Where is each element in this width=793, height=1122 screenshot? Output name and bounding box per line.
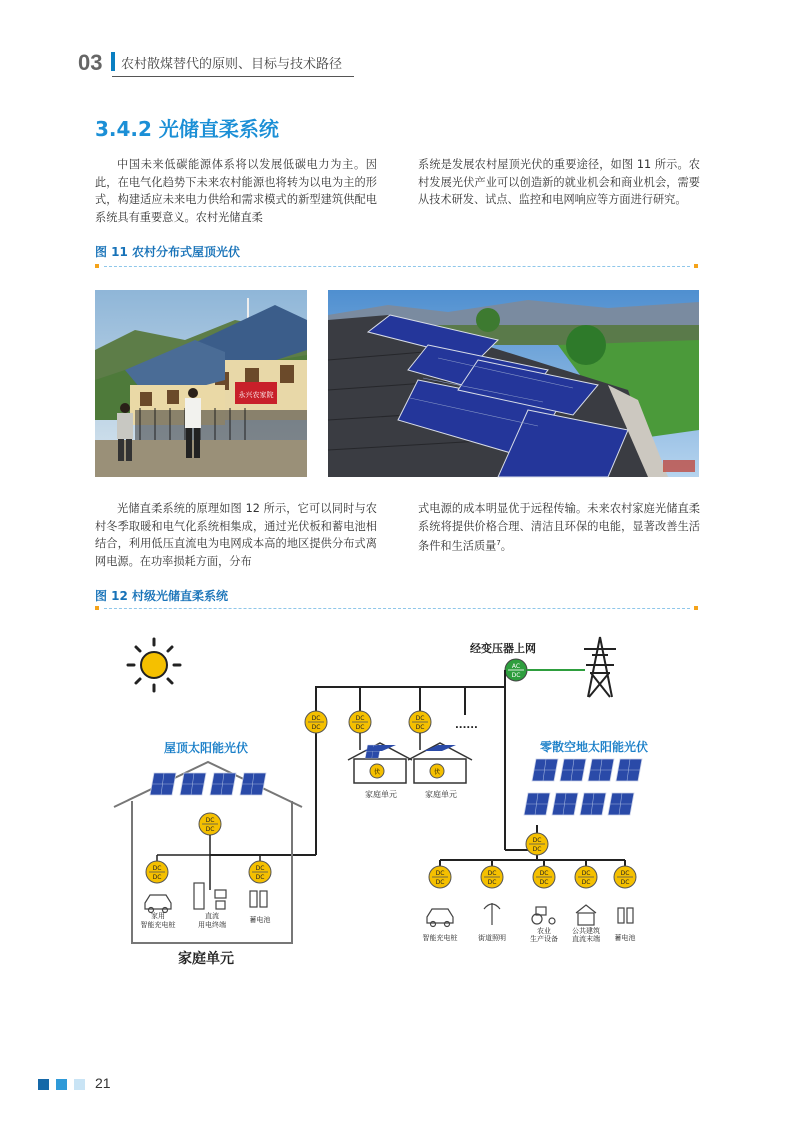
figure12-diagram: DC DC 经变压器上网 AC DC ...... 伏 家庭单元 伏 家庭单元 屋顶太阳能光伏 家用智能充电桩 直流用电终端 蓄电池 家庭单元 零散空地太阳能光伏 智能充电桩 街道照明 农业生产设备 公共建筑直流末端 蓄电池 (95, 618, 649, 967)
figure12-rule-dot-left (95, 606, 99, 610)
home-unit-small-label-1: 家庭单元 (365, 790, 397, 799)
figure12-title: 图 12 村级光储直柔系统 (95, 589, 229, 603)
svg-text:伏: 伏 (433, 769, 441, 776)
dc-converter-2 (349, 711, 371, 733)
roof-solar-panel (150, 773, 176, 795)
ground-converter (526, 833, 548, 855)
village-load-4: 公共建筑直流末端 (572, 927, 600, 943)
chapter-accent-bar (111, 52, 115, 71)
car-charger-icon (145, 895, 171, 913)
tractor-icon (532, 907, 555, 924)
small-home-1 (348, 733, 412, 799)
figure12-rule-dot-right (694, 606, 698, 610)
village-load-2: 街道照明 (478, 934, 506, 942)
village-converter-5 (614, 866, 636, 888)
svg-text:DC: DC (511, 672, 521, 679)
svg-text:AC: AC (511, 663, 521, 670)
home-main-converter (199, 813, 221, 835)
photo-rural-houses (95, 290, 307, 477)
small-roof-panels (364, 745, 456, 751)
home-load-3: 蓄电池 (249, 916, 271, 924)
more-ellipsis: ...... (455, 720, 478, 731)
village-converter-3 (533, 866, 555, 888)
home-converter-right (249, 861, 271, 883)
grid-connection-label: 经变压器上网 (470, 642, 536, 655)
body-right-text (418, 500, 700, 555)
village-car-charger-icon (427, 909, 453, 927)
public-building-icon (576, 905, 596, 925)
village-load-1: 智能充电桩 (422, 934, 458, 942)
body-right-end: 。 (500, 539, 512, 553)
body-right-main: 式电源的成本明显优于远程传输。未来农村家庭光储直柔系统将提供价格合理、清洁且环保的电能，显著改善生活条件和生活质量 (418, 502, 700, 553)
chapter-title: 农村散煤替代的原则、目标与技术路径 (121, 57, 343, 72)
footer-square-3 (74, 1079, 85, 1090)
section-title: 3.4.2 光储直柔系统 (95, 117, 279, 141)
body-paragraph-left (95, 500, 377, 570)
dc-converter-3 (409, 711, 431, 733)
svg-text:伏: 伏 (373, 769, 381, 776)
intro-paragraph-left (95, 156, 377, 226)
house-sign-text: 永兴农家院 (238, 391, 274, 399)
footnote-ref: 7 (496, 539, 501, 547)
figure11-title: 图 11 农村分布式屋顶光伏 (95, 245, 241, 259)
header-rule (112, 76, 354, 77)
street-light-icon (484, 903, 500, 925)
photo-rooftop-solar (328, 290, 699, 477)
chapter-number: 03 (78, 50, 103, 75)
home-load-1: 家用智能充电桩 (140, 912, 176, 929)
figure11-rule-dot-left (95, 264, 99, 268)
page-number: 21 (95, 1075, 111, 1091)
body-paragraph-right (418, 500, 700, 555)
village-load-3: 农业生产设备 (530, 927, 558, 943)
dc-converter-1 (305, 711, 327, 733)
ground-solar-array (524, 759, 642, 815)
ground-pv-label: 零散空地太阳能光伏 (540, 740, 649, 754)
battery-icon-home (250, 891, 267, 907)
village-load-5: 蓄电池 (614, 934, 636, 942)
village-battery-icon (618, 908, 633, 923)
figure11-rule (104, 266, 690, 267)
figure11-rule-dot-right (694, 264, 698, 268)
home-load-2: 直流用电终端 (198, 912, 226, 929)
home-unit-label: 家庭单元 (178, 951, 234, 967)
intro-right-text: 系统是发展农村屋顶光伏的重要途径，如图 11 所示。农村发展光伏产业可以创造新的就业机会和商业机会，需要从技术研发、试点、监控和电网响应等方面进行研究。 (418, 158, 700, 206)
intro-paragraph-right (418, 156, 700, 209)
home-unit-small-label-2: 家庭单元 (425, 790, 457, 799)
small-home-2 (408, 733, 472, 799)
intro-left-text: 中国未来低碳能源体系将以发展低碳电力为主。因此，在电气化趋势下未来农村能源也将转为以电为主的形式，构建适应未来电力供给和需求模式的新型建筑供配电系统具有重要意义。农村光储直柔 (95, 158, 377, 224)
transmission-tower-icon (584, 637, 616, 697)
rooftop-pv-label: 屋顶太阳能光伏 (164, 741, 249, 755)
village-converter-4 (575, 866, 597, 888)
footer-square-1 (38, 1079, 49, 1090)
footer-square-2 (56, 1079, 67, 1090)
village-converter-2 (481, 866, 503, 888)
ac-dc-converter (505, 659, 527, 681)
home-converter-left (146, 861, 168, 883)
village-converter-1 (429, 866, 451, 888)
sun-icon (128, 639, 180, 691)
figure12-rule (104, 608, 690, 609)
body-left-text: 光储直柔系统的原理如图 12 所示，它可以同时与农村冬季取暖和电气化系统相集成，通过光伏板和蓄电池相结合，利用低压直流电为电网成本高的地区提供分布式离网电源。在功率损耗方面，分布 (95, 502, 377, 568)
